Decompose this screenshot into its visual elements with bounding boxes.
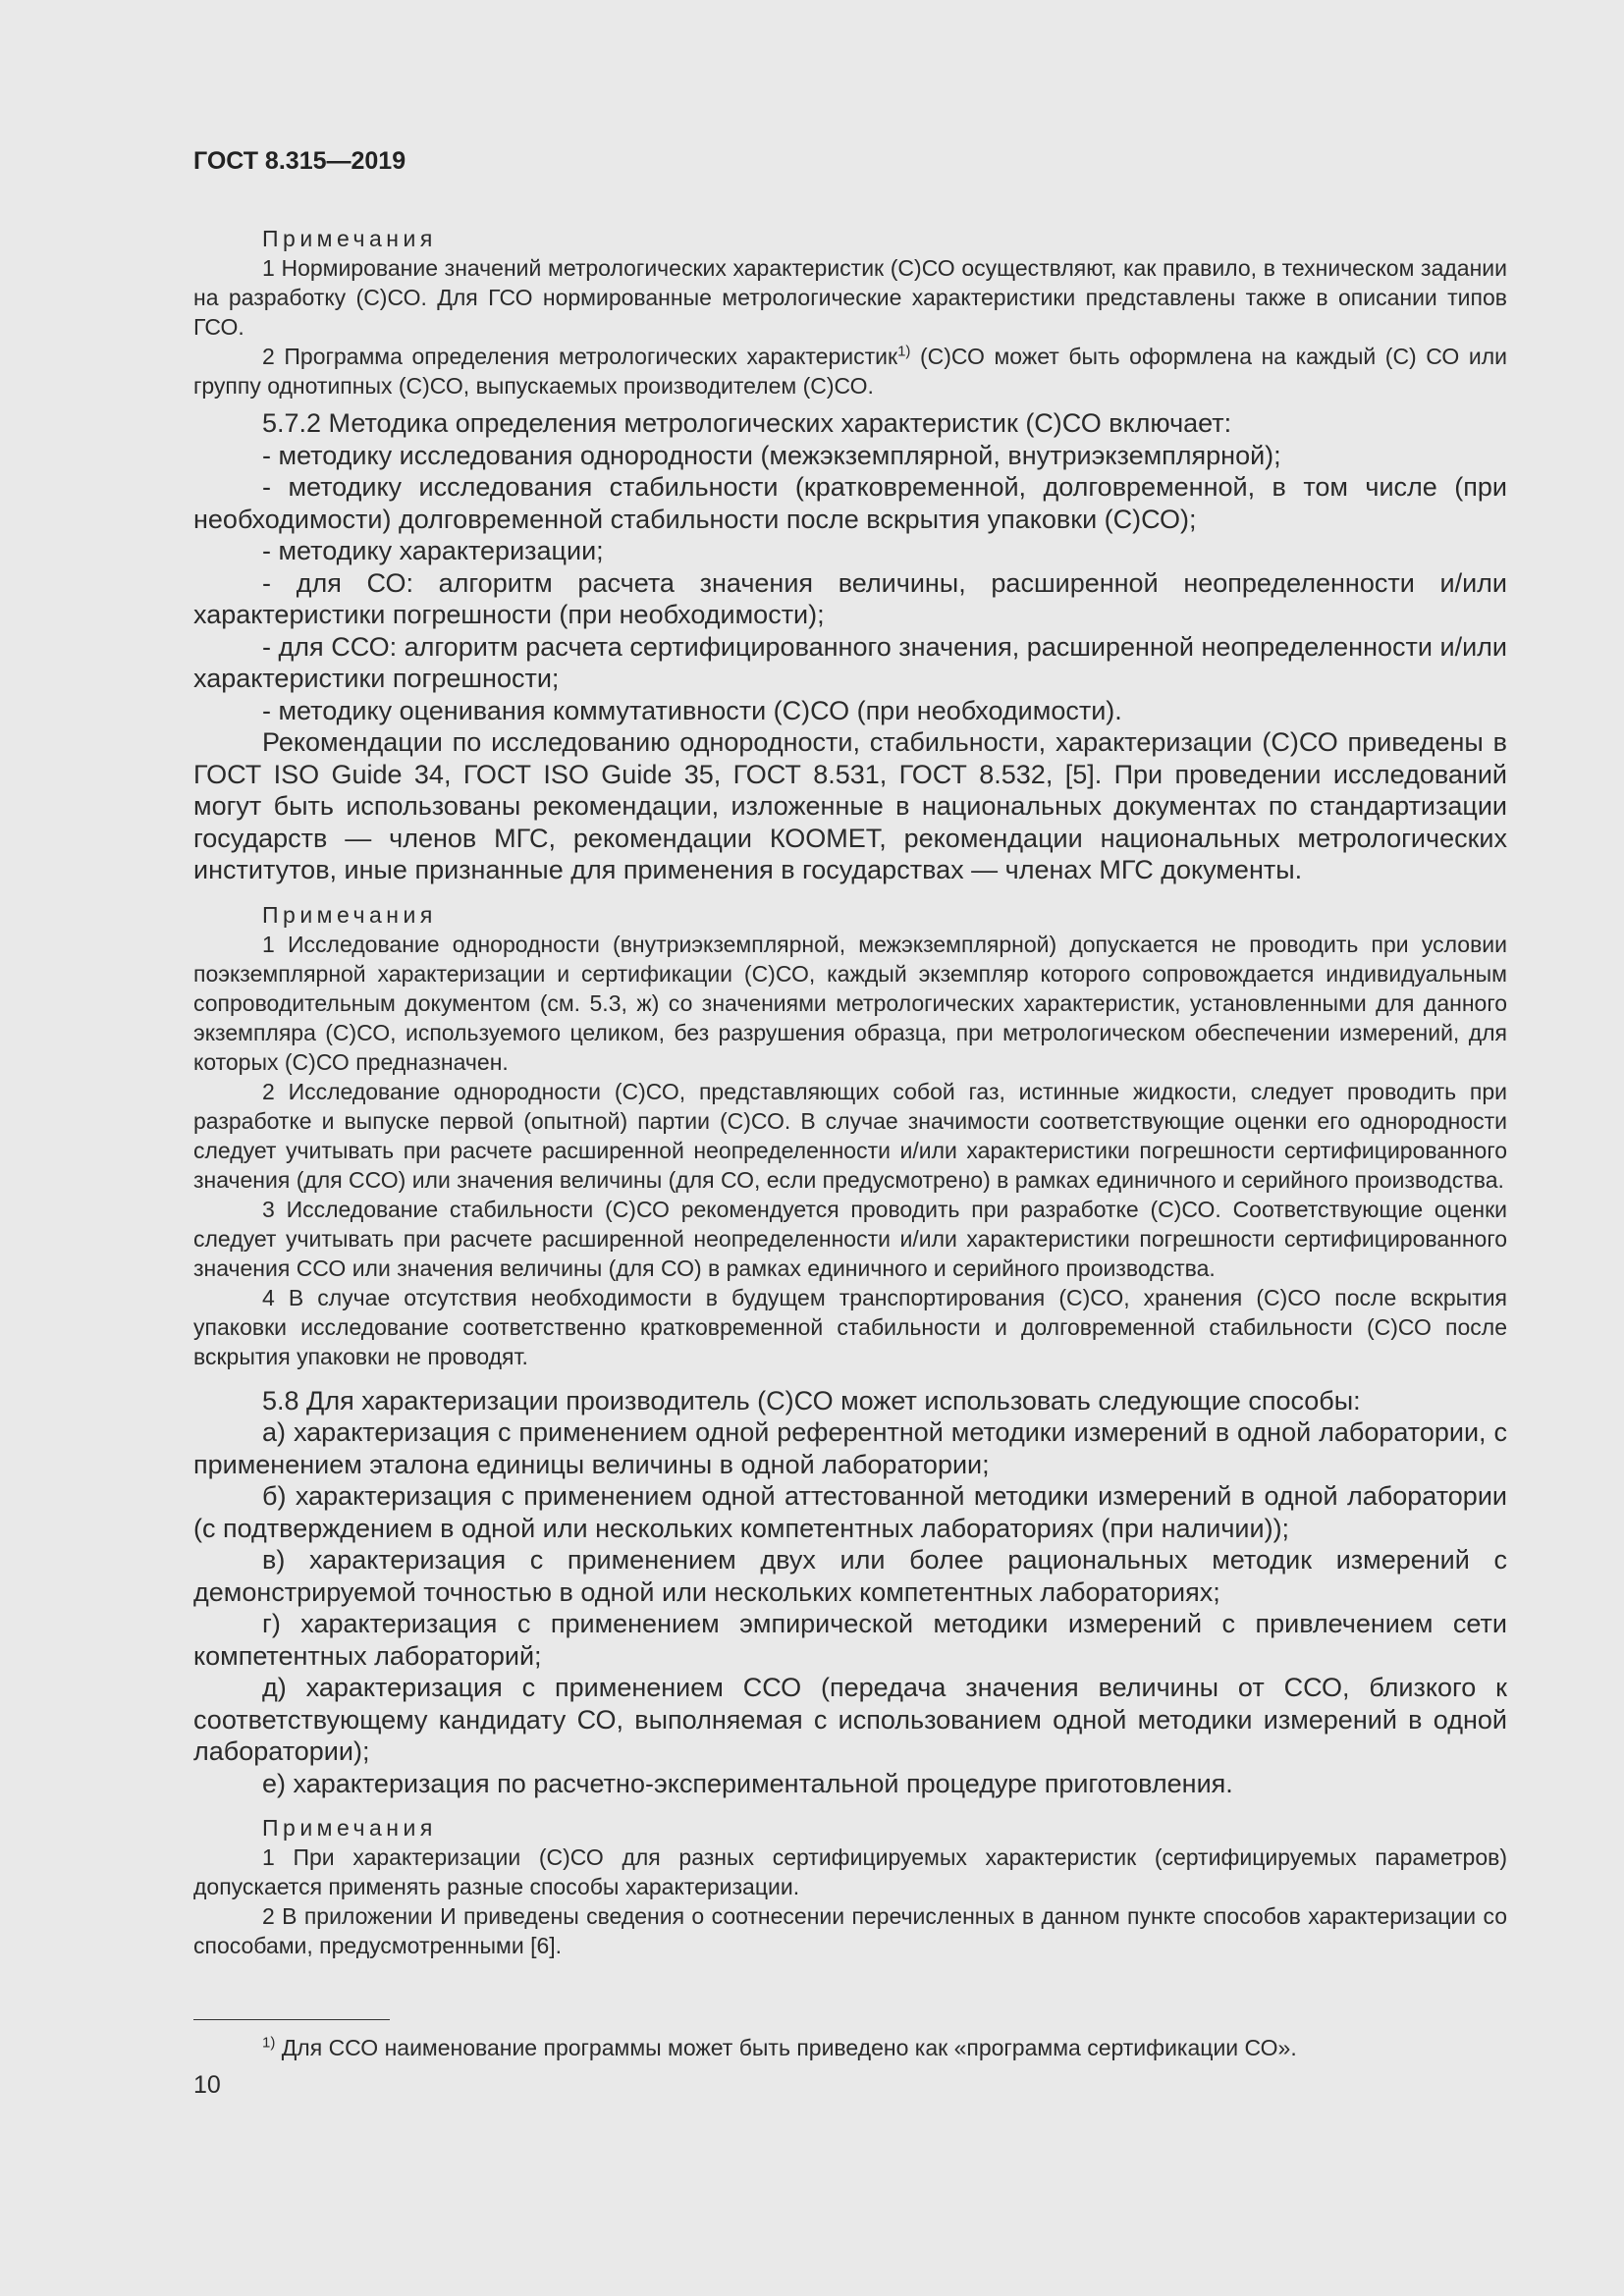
list-item: а) характеризация с применением одной референтной методики измерений в одной лаборатории, с применением эталона единицы величины в одной лаборатории; [193, 1417, 1507, 1479]
list-item: д) характеризация с применением ССО (передача значения величины от ССО, близкого к соответствующему кандидату СО, выполняемая с использованием одной методики измерений в одной лаборатории); [193, 1673, 1507, 1766]
note-text: 2 Программа определения метрологических характеристик [262, 344, 898, 369]
note-item: 2 Исследование однородности (С)СО, представляющих собой газ, истинные жидкости, следует проводить при разработке и выпуске первой (опытной) партии (С)СО. В случае значимости соответствующие оценки его однородности следует учитывать при расчете расширенной неопределенности и/или характеристики погрешности сертифицированного значения (для ССО) или значения величины (для СО, если предусмотрено) в рамках единичного и серийного производства. [193, 1078, 1507, 1193]
footnote-divider [193, 2019, 390, 2020]
note-item [193, 342, 1507, 400]
list-item: - методику исследования однородности (межэкземплярной, внутриэкземплярной); [262, 440, 1281, 470]
footnote-text: Для ССО наименование программы может быть приведено как «программа сертификации СО». [275, 2035, 1297, 2060]
note-item: 3 Исследование стабильности (С)СО рекомендуется проводить при разработке (С)СО. Соответствующие оценки следует учитывать при расчете расширенной неопределенности и/или характеристики погрешности сертифицированного значения ССО или значения величины (для СО) в рамках единичного и серийного производства. [193, 1196, 1507, 1281]
note-item: 1 Исследование однородности (внутриэкземплярной, межэкземплярной) допускается не проводить при условии поэкземплярной характеризации и сертификации (С)СО, каждый экземпляр которого сопровождается индивидуальным сопроводительным документом (см. 5.3, ж) со значениями метрологических характеристик, установленными для данного экземпляра (С)СО, используемого целиком, без разрушения образца, при метрологическом обеспечении измерений, для которых (С)СО предназначен. [193, 931, 1507, 1075]
note-item: 4 В случае отсутствия необходимости в будущем транспортирования (С)СО, хранения (С)СО после вскрытия упаковки исследование соответственно кратковременной стабильности и долговременной стабильности (С)СО после вскрытия упаковки не проводят. [193, 1284, 1507, 1369]
note-text: (С)СО может быть оформлена на каждый (С) СО или группу однотипных (С)СО, выпускаемых производителем (С)СО. [193, 344, 1507, 399]
note-item: 1 При характеризации (С)СО для разных сертифицируемых характеристик (сертифицируемых параметров) допускается применять разные способы характеризации. [193, 1844, 1507, 1899]
list-item: б) характеризация с применением одной аттестованной методики измерений в одной лаборатории (с подтверждением в одной или нескольких компетентных лабораториях (при наличии)); [193, 1481, 1507, 1543]
note-item: 1 Нормирование значений метрологических характеристик (С)СО осуществляют, как правило, в техническом задании на разработку (С)СО. Для ГСО нормированные метрологические характеристики представлены также в описании типов ГСО. [193, 255, 1507, 340]
list-item: в) характеризация с применением двух или более рациональных методик измерений с демонстрируемой точностью в одной или нескольких компетентных лабораториях; [193, 1545, 1507, 1607]
page-content [193, 224, 1507, 1960]
footnote-marker: 1) [262, 2034, 276, 2052]
page-header-doc-id: ГОСТ 8.315—2019 [193, 147, 406, 175]
section-heading-5-7-2: 5.7.2 Методика определения метрологических характеристик (С)СО включает: [262, 408, 1232, 438]
list-item: - методику характеризации; [262, 536, 604, 565]
notes-title: Примечания [262, 901, 437, 928]
footnote [262, 2033, 1297, 2062]
section-heading-5-8: 5.8 Для характеризации производитель (С)СО может использовать следующие способы: [262, 1385, 1361, 1415]
notes-title: Примечания [262, 226, 437, 251]
list-item: - методику исследования стабильности (кратковременной, долговременной, в том числе (при необходимости) долговременной стабильности после вскрытия упаковки (С)СО); [193, 472, 1507, 534]
list-item: - для ССО: алгоритм расчета сертифицированного значения, расширенной неопределенности и/или характеристики погрешности; [193, 631, 1507, 693]
list-item: г) характеризация с применением эмпирической методики измерений с привлечением сети компетентных лабораторий; [193, 1609, 1507, 1671]
recommendation-paragraph: Рекомендации по исследованию однородности, стабильности, характеризации (С)СО приведены в ГОСТ ISO Guide 34, ГОСТ ISO Guide 35, ГОСТ 8.531, ГОСТ 8.532, [5]. При проведении исследований могут быть использованы рекомендации, изложенные в национальных документах по стандартизации государств — членов МГС, рекомендации КООМЕТ, рекомендации национальных метрологических институтов, иные признанные для применения в государствах — членах МГС документы. [193, 727, 1507, 884]
list-item: - для СО: алгоритм расчета значения величины, расширенной неопределенности и/или характеристики погрешности (при необходимости); [193, 567, 1507, 629]
note-item: 2 В приложении И приведены сведения о соотнесении перечисленных в данном пункте способов характеризации со способами, предусмотренными [6]. [193, 1903, 1507, 1958]
list-item: е) характеризация по расчетно-экспериментальной процедуре приготовления. [262, 1768, 1233, 1798]
page-number: 10 [193, 2071, 221, 2099]
list-item: - методику оценивания коммутативности (С)СО (при необходимости). [262, 695, 1122, 725]
footnote-ref: 1) [897, 343, 911, 360]
notes-title: Примечания [262, 1815, 437, 1841]
